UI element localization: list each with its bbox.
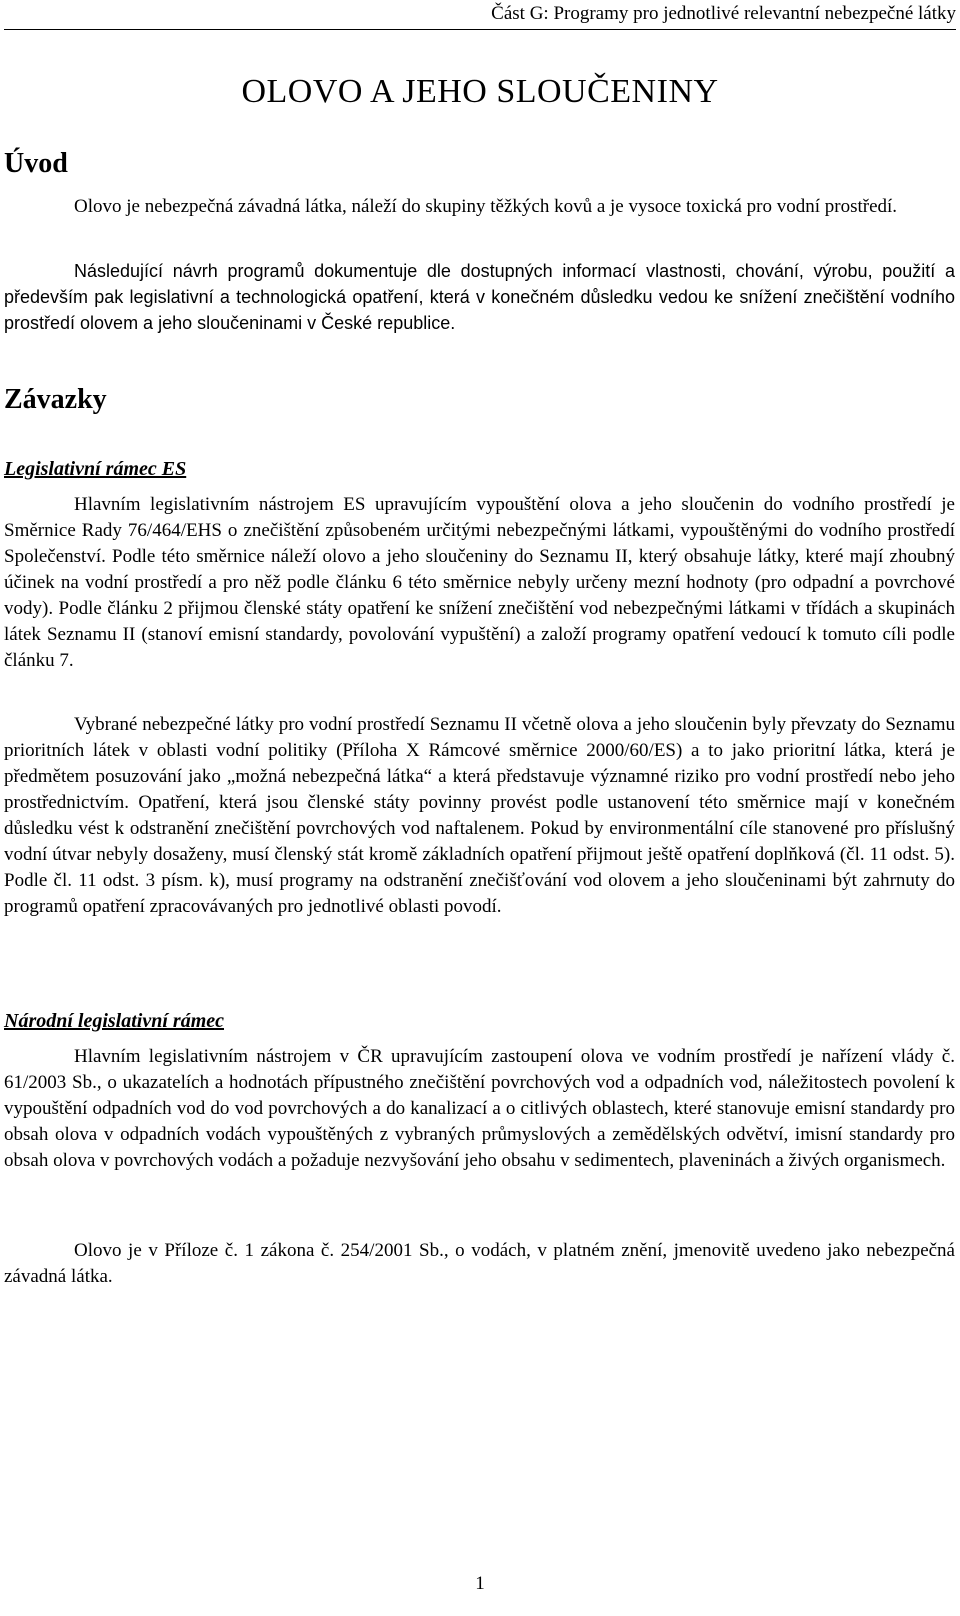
section-heading-obligations: Závazky (4, 384, 107, 415)
intro-paragraph: Olovo je nebezpečná závadná látka, náleží do skupiny těžkých kovů a je vysoce toxická pro vodní prostředí. (74, 196, 898, 217)
national-paragraph-2-wrap (4, 1238, 955, 1290)
obligations-section (4, 382, 955, 418)
running-header: Část G: Programy pro jednotlivé relevantní nebezpečné látky (4, 2, 956, 30)
national-framework-section (4, 1008, 955, 1034)
eu-paragraph: Vybrané nebezpečné látky pro vodní prostředí Seznamu II včetně olova a jeho sloučenin byly převzaty do Seznamu prioritních látek v oblasti vodní politiky (Příloha X Rámcové směrnice 2000/60/ES) a to jako prioritní látka, která je předmětem posuzování jako „možná nebezpečná látka“ a která představuje významné riziko pro vodní prostředí nebo jeho prostřednictvím. Opatření, která jsou členské státy povinny provést podle ustanovení této směrnice mají v konečném důsledku vést k odstranění znečištění povrchových vod naftalenem. Pokud by environmentální cíle stanovené pro příslušný vodní útvar nebyly dosaženy, musí členský stát kromě základních opatření přijmout ještě opatření doplňková (čl. 11 odst. 5). Podle čl. 11 odst. 3 písm. k), musí programy na odstranění znečišťování vod olovem a jeho sloučeninami být zahrnuty do programů opatření zpracovávaných pro jednotlivé oblasti povodí. (4, 714, 955, 917)
intro-paragraph: Následující návrh programů dokumentuje dle dostupných informací vlastnosti, chování, výrobu, použití a především pak legislativní a technologická opatření, která v konečném důsledku vedou ke snížení znečištění vodního prostředí olovem a jeho sloučeninami v České republice. (4, 261, 955, 333)
intro-paragraph-1-wrap (4, 194, 955, 220)
eu-framework-section (4, 456, 955, 482)
eu-paragraph-1-wrap (4, 492, 955, 674)
national-paragraph: Olovo je v Příloze č. 1 zákona č. 254/2001 Sb., o vodách, v platném znění, jmenovitě uvedeno jako nebezpečná závadná látka. (4, 1240, 955, 1287)
eu-paragraph: Hlavním legislativním nástrojem ES upravujícím vypouštění olova a jeho sloučenin do vodního prostředí je Směrnice Rady 76/464/EHS o znečištění způsobeném určitými nebezpečnými látkami, vypouštěnými do vodního prostředí Společenství. Podle této směrnice náleží olovo a jeho sloučeniny do Seznamu II, který obsahuje látky, které mají zhoubný účinek na vodní prostředí a pro něž podle článku 6 této směrnice nebyly určeny mezní hodnoty (pro odpadní a povrchové vody). Podle článku 2 přijmou členské státy opatření ke snížení znečištění vod nebezpečnými látkami v třídách a skupinách látek Seznamu II (stanoví emisní standardy, povolování vypuštění) a založí programy opatření vedoucí k tomuto cíli podle článku 7. (4, 494, 955, 671)
section-heading-intro: Úvod (4, 148, 68, 179)
national-paragraph: Hlavním legislativním nástrojem v ČR upravujícím zastoupení olova ve vodním prostředí je nařízení vlády č. 61/2003 Sb., o ukazatelích a hodnotách přípustného znečištění povrchových vod a odpadních vod, náležitostech povolení k vypouštění odpadních vod do vod povrchových a do kanalizací a o citlivých oblastech, které stanovuje emisní standardy pro obsah olova v odpadních vodách vypouštěných z vybraných průmyslových a zemědělských odvětví, imisní standardy pro obsah olova v povrchových vodách a požaduje nezvyšování jeho obsahu v sedimentech, plaveninách a živých organismech. (4, 1046, 955, 1171)
national-paragraph-1-wrap (4, 1044, 955, 1174)
subsection-heading-eu: Legislativní rámec ES (4, 458, 187, 480)
subsection-heading-national: Národní legislativní rámec (4, 1010, 224, 1032)
eu-paragraph-2-wrap (4, 712, 955, 920)
intro-paragraph-2-wrap (4, 258, 955, 336)
intro-section (4, 146, 955, 182)
page-title: OLOVO A JEHO SLOUČENINY (241, 73, 719, 110)
page-number: 1 (475, 1573, 485, 1594)
